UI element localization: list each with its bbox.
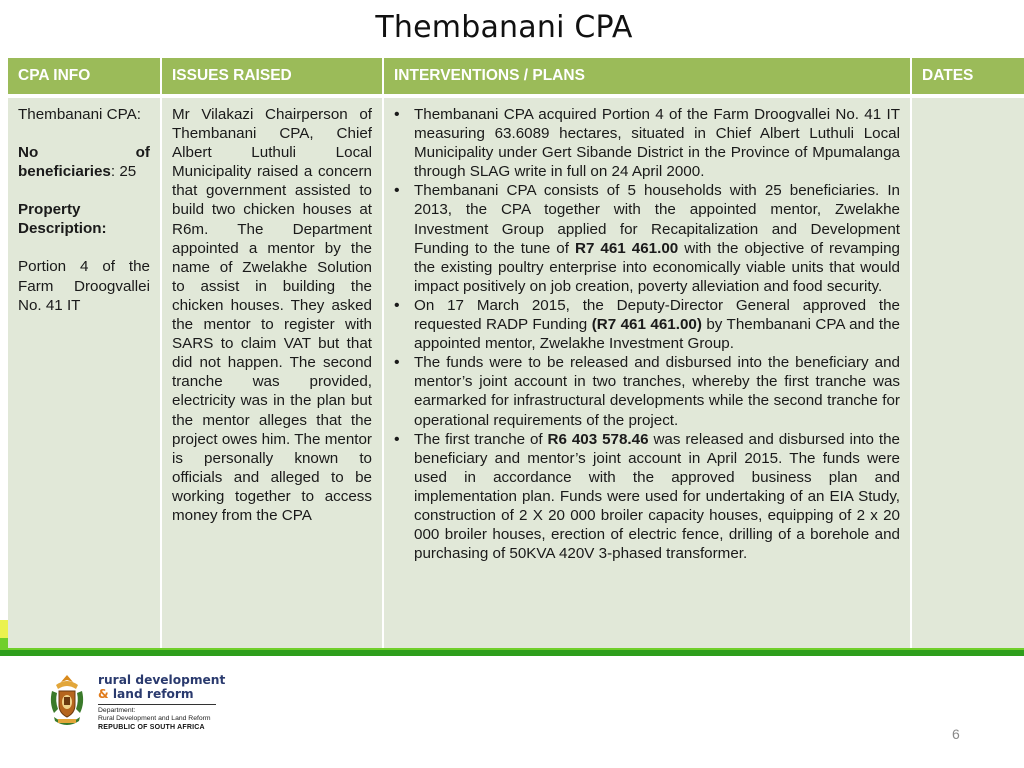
- logo-divider: [98, 704, 216, 705]
- list-item: • Thembanani CPA acquired Portion 4 of the Farm Droogvallei No. 41 IT measuring 63.6089 hectares, situated in Chief Albert Luthuli Local Municipality under Gert Sibande District in the Province of Mpumalanga through SLAG write in full on 24 April 2000.: [392, 105, 900, 181]
- property-description: [18, 200, 150, 238]
- property-label: Property Description:: [18, 201, 107, 238]
- list-item: • The first tranche of R6 403 578.46 was released and disbursed into the beneficiary and mentor’s joint account in April 2015. The funds were used in accordance with the approved business plan and implementation plan. Funds were used for undertaking of an EIA Study, construction of 2 X 20 000 broiler capacity houses, equipping of 2 x 20 000 broiler houses, erection of electric fence, drilling of a borehole and purchasing of 50KVA 420V 3-phased transformer.: [392, 430, 900, 564]
- cpa-name: Thembanani CPA:: [18, 106, 141, 123]
- table-header-row: [8, 58, 1024, 98]
- header-dates: DATES: [912, 58, 1024, 98]
- header-cpa-info: CPA INFO: [8, 58, 162, 98]
- slide-title: Thembanani CPA: [375, 10, 633, 45]
- cell-interventions: [384, 98, 912, 648]
- coat-of-arms-icon: [46, 673, 88, 729]
- table-row: [8, 98, 1024, 648]
- logo-text: [98, 673, 225, 732]
- cpa-table: [8, 58, 1024, 648]
- cell-cpa-info: [8, 98, 162, 648]
- logo-line-1: rural development: [98, 673, 226, 687]
- beneficiaries-value: : 25: [110, 163, 137, 181]
- interventions-list: [392, 105, 900, 563]
- logo-department: Department:: [98, 707, 136, 714]
- list-item: • On 17 March 2015, the Deputy-Director General approved the requested RADP Funding (R7 461 461.00) by Thembanani CPA and the appointed mentor, Zwelakhe Investment Group.: [392, 296, 900, 353]
- logo-department-name: Rural Development and Land Reform: [98, 715, 211, 722]
- logo-country: REPUBLIC OF SOUTH AFRICA: [98, 724, 205, 731]
- property-value: Portion 4 of the Farm Droogvallei No. 41 IT: [18, 258, 150, 314]
- header-issues-raised: ISSUES RAISED: [162, 58, 384, 98]
- logo-line-2: & land reform: [98, 687, 194, 701]
- list-item: • The funds were to be released and disbursed into the beneficiary and mentor’s joint account in two tranches, whereby the first tranche was earmarked for infrastructural developments while the second tranche for operational requirements of the project.: [392, 353, 900, 429]
- cell-issues-raised: Mr Vilakazi Chairperson of Thembanani CPA, Chief Albert Luthuli Local Municipality raised a concern that government assisted to build two chicken houses at R6m. The Department appointed a mentor by the name of Zwelakhe Solution to assist in building the chicken houses. They asked the mentor to register with SARS to claim VAT but that did not happen. The second tranche was provided, electricity was in the plan but the mentor alleges that the project owes him. The mentor is personally known to officials and alleged to be working together to access money from the CPA: [162, 98, 384, 648]
- beneficiaries-label: No of beneficiaries: [18, 144, 150, 181]
- department-logo: [46, 673, 226, 729]
- cell-dates: [912, 98, 1024, 648]
- band-dark-green: [0, 650, 1024, 656]
- header-interventions: INTERVENTIONS / PLANS: [384, 58, 912, 98]
- beneficiaries: [18, 143, 150, 181]
- page-number: 6: [952, 726, 960, 742]
- list-item: • Thembanani CPA consists of 5 households with 25 beneficiaries. In 2013, the CPA together with the appointed mentor, Zwelakhe Investment Group applied for Recapitalization and Development Funding to the tune of R7 461 461.00 with the objective of revamping the existing poultry enterprise into economically viable units that would impact positively on job creation, poverty alleviation and food security.: [392, 181, 900, 296]
